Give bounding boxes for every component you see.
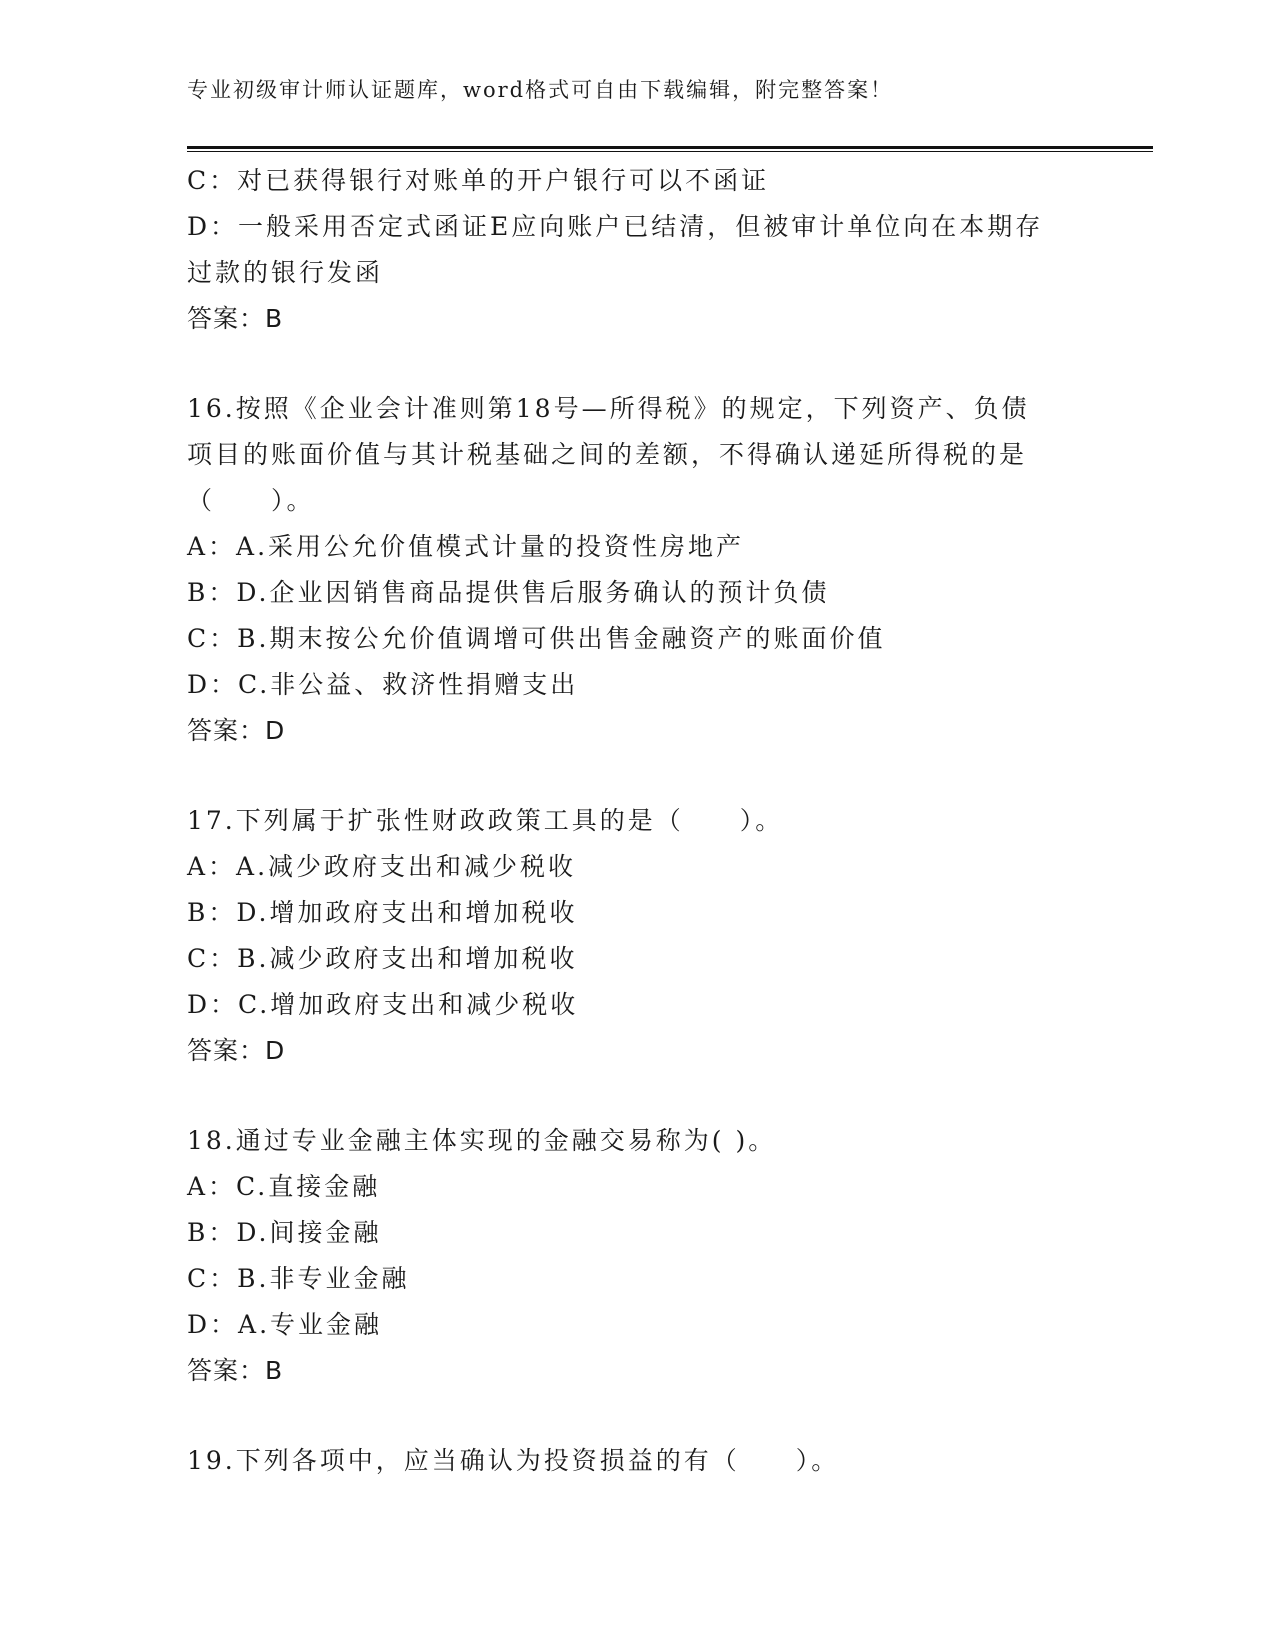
option-d: D：一般采用否定式函证E应向账户已结清，但被审计单位向在本期存 — [187, 212, 1044, 241]
question-stem: 16.按照《企业会计准则第18号—所得税》的规定，下列资产、负债 — [187, 394, 1030, 423]
option-c: C：对已获得银行对账单的开户银行可以不函证 — [187, 166, 770, 195]
page-header: 专业初级审计师认证题库，word格式可自由下载编辑，附完整答案！ — [187, 78, 894, 102]
question-16 — [187, 386, 1087, 754]
option-c: C：B.期末按公允价值调增可供出售金融资产的账面价值 — [187, 624, 886, 653]
option-b: B：D.间接金融 — [187, 1218, 382, 1247]
header-divider-thick — [187, 146, 1153, 149]
spacer — [187, 342, 1087, 386]
question-stem: 19.下列各项中，应当确认为投资损益的有（ ）。 — [187, 1446, 840, 1475]
option-d: D：C.增加政府支出和减少税收 — [187, 990, 579, 1019]
option-d: D：C.非公益、救济性捐赠支出 — [187, 670, 579, 699]
answer-line: 答案：D — [187, 716, 286, 745]
option-c: C：B.非专业金融 — [187, 1264, 410, 1293]
answer-line: 答案：D — [187, 1036, 286, 1065]
option-a: A：A.减少政府支出和减少税收 — [187, 852, 577, 881]
question-stem-continued: 项目的账面价值与其计税基础之间的差额，不得确认递延所得税的是 — [187, 440, 1028, 469]
question-18 — [187, 1118, 1087, 1394]
option-a: A：C.直接金融 — [187, 1172, 381, 1201]
question-19 — [187, 1438, 1087, 1484]
header-divider-thin — [187, 151, 1153, 152]
question-stem: 17.下列属于扩张性财政政策工具的是（ ）。 — [187, 806, 784, 835]
question-stem: 18.通过专业金融主体实现的金融交易称为( )。 — [187, 1126, 777, 1155]
answer-line: 答案：B — [187, 304, 284, 333]
answer-line: 答案：B — [187, 1356, 284, 1385]
spacer — [187, 1394, 1087, 1438]
option-b: B：D.增加政府支出和增加税收 — [187, 898, 578, 927]
question-stem-continued: （ ）。 — [187, 486, 315, 515]
spacer — [187, 1074, 1087, 1118]
option-d: D：A.专业金融 — [187, 1310, 383, 1339]
question-15-tail — [187, 158, 1087, 342]
option-a: A：A.采用公允价值模式计量的投资性房地产 — [187, 532, 745, 561]
option-b: B：D.企业因销售商品提供售后服务确认的预计负债 — [187, 578, 830, 607]
option-c: C：B.减少政府支出和增加税收 — [187, 944, 578, 973]
option-d-continued: 过款的银行发函 — [187, 258, 384, 287]
question-17 — [187, 798, 1087, 1074]
spacer — [187, 754, 1087, 798]
question-content — [187, 158, 1087, 1484]
